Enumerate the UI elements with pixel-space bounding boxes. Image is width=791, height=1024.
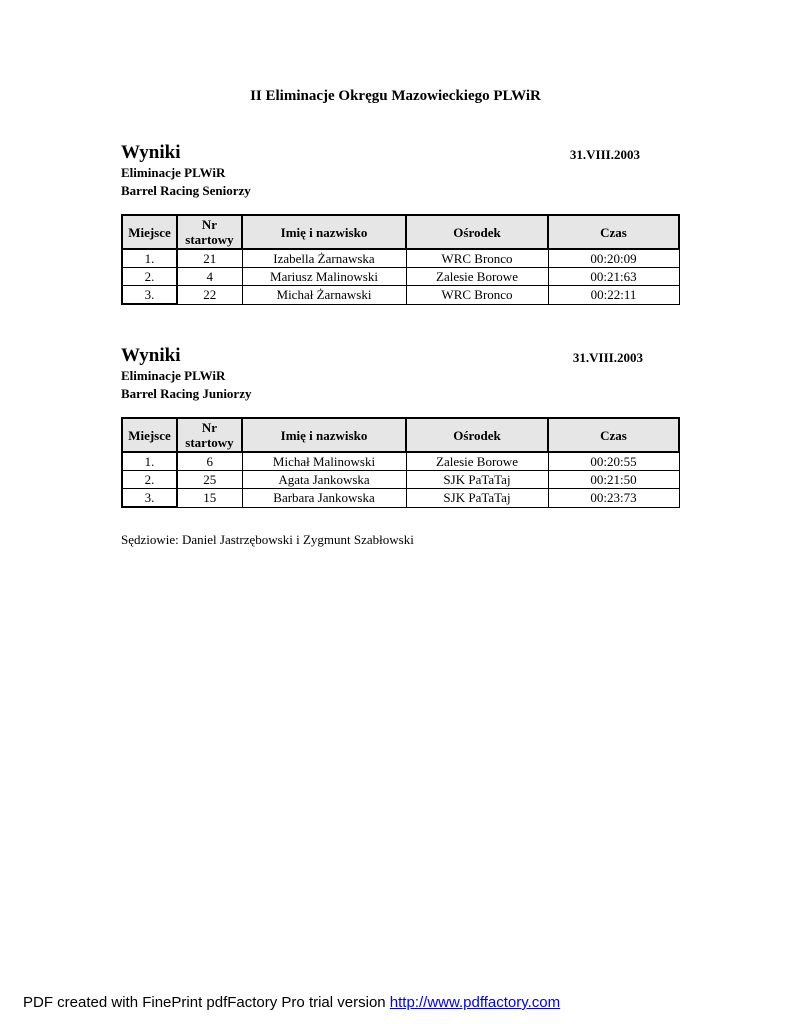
column-header-place: Miejsce <box>122 215 177 249</box>
column-header-name: Imię i nazwisko <box>242 215 406 249</box>
table-row <box>122 249 679 268</box>
column-header-center: Ośrodek <box>406 215 548 249</box>
section-header <box>121 143 681 205</box>
cell-center: SJK PaTaTaj <box>406 489 548 508</box>
cell-number: 22 <box>177 286 242 305</box>
column-header-number: Nr startowy <box>177 215 242 249</box>
column-header-place: Miejsce <box>122 418 177 452</box>
footer-text: PDF created with FinePrint pdfFactory Pro trial version <box>23 994 390 1011</box>
cell-number: 4 <box>177 268 242 286</box>
results-section-seniors <box>121 142 681 303</box>
cell-number: 15 <box>177 489 242 508</box>
results-table <box>121 214 680 305</box>
cell-time: 00:20:09 <box>548 249 679 268</box>
column-header-number: Nr startowy <box>177 418 242 452</box>
table-header-row <box>122 215 679 249</box>
results-section-juniors <box>121 345 681 506</box>
section-date: 31.VIII.2003 <box>569 147 640 162</box>
cell-center: WRC Bronco <box>406 286 548 305</box>
cell-place: 3. <box>122 489 177 508</box>
results-table <box>121 417 680 508</box>
section-subtitle-category: Barrel Racing Seniorzy <box>121 183 251 198</box>
section-subtitle-event: Eliminacje PLWiR <box>121 368 226 383</box>
cell-time: 00:23:73 <box>548 489 679 508</box>
document-title: II Eliminacje Okręgu Mazowieckiego PLWiR <box>250 88 541 104</box>
cell-time: 00:22:11 <box>548 286 679 305</box>
section-subtitle-category: Barrel Racing Juniorzy <box>121 386 252 401</box>
section-date: 31.VIII.2003 <box>572 350 643 365</box>
cell-time: 00:21:63 <box>548 268 679 286</box>
cell-place: 2. <box>122 268 177 286</box>
section-header <box>121 346 681 408</box>
cell-center: Zalesie Borowe <box>406 452 548 471</box>
cell-center: Zalesie Borowe <box>406 268 548 286</box>
cell-name: Izabella Żarnawska <box>242 249 406 268</box>
column-header-time: Czas <box>548 418 679 452</box>
cell-number: 21 <box>177 249 242 268</box>
column-header-time: Czas <box>548 215 679 249</box>
column-header-center: Ośrodek <box>406 418 548 452</box>
judges-note: Sędziowie: Daniel Jastrzębowski i Zygmunt Szabłowski <box>121 532 414 547</box>
cell-name: Mariusz Malinowski <box>242 268 406 286</box>
table-header-row <box>122 418 679 452</box>
cell-number: 6 <box>177 452 242 471</box>
pdf-footer <box>23 994 560 1011</box>
footer-link[interactable]: http://www.pdffactory.com <box>389 994 561 1011</box>
cell-place: 3. <box>122 286 177 305</box>
table-row <box>122 471 679 489</box>
table-row <box>122 286 679 305</box>
section-heading: Wyniki <box>121 345 181 366</box>
table-row <box>122 268 679 286</box>
cell-place: 2. <box>122 471 177 489</box>
cell-name: Michał Żarnawski <box>242 286 406 305</box>
section-subtitle-event: Eliminacje PLWiR <box>121 165 226 180</box>
table-row <box>122 489 679 508</box>
cell-time: 00:20:55 <box>548 452 679 471</box>
table-row <box>122 452 679 471</box>
section-heading: Wyniki <box>121 142 181 163</box>
cell-name: Barbara Jankowska <box>242 489 406 508</box>
cell-place: 1. <box>122 452 177 471</box>
cell-name: Michał Malinowski <box>242 452 406 471</box>
column-header-name: Imię i nazwisko <box>242 418 406 452</box>
cell-place: 1. <box>122 249 177 268</box>
cell-number: 25 <box>177 471 242 489</box>
cell-center: WRC Bronco <box>406 249 548 268</box>
cell-name: Agata Jankowska <box>242 471 406 489</box>
cell-time: 00:21:50 <box>548 471 679 489</box>
cell-center: SJK PaTaTaj <box>406 471 548 489</box>
